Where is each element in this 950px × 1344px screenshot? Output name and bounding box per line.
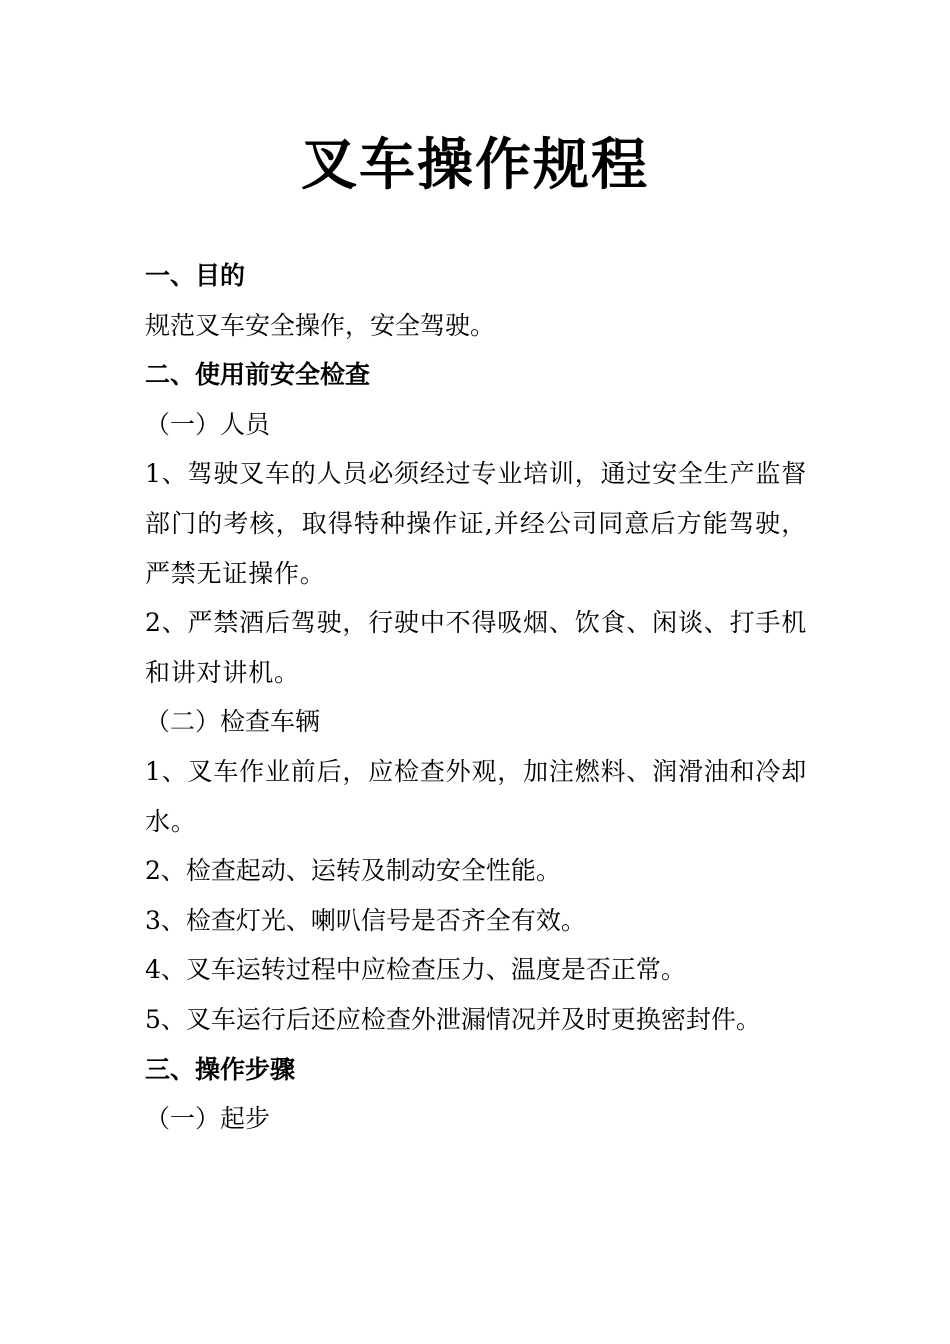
list-item-vehicle-5: 5、叉车运行后还应检查外泄漏情况并及时更换密封件。 — [145, 1004, 761, 1034]
document-title: 叉车操作规程 — [301, 133, 649, 198]
document-body — [145, 251, 807, 1144]
list-item-personnel-2: 2、严禁酒后驾驶，行驶中不得吸烟、饮食、闲谈、打手机和讲对讲机。 — [145, 608, 807, 687]
paragraph-purpose: 规范叉车安全操作，安全驾驶。 — [145, 310, 496, 340]
section-heading-purpose: 一、目的 — [145, 261, 246, 290]
subheading-personnel: （一）人员 — [145, 409, 271, 439]
section-heading-pre-use-check: 二、使用前安全检查 — [145, 360, 371, 390]
subheading-vehicle-check: （二）检查车辆 — [145, 707, 321, 737]
list-item-personnel-1: 1、驾驶叉车的人员必须经过专业培训，通过安全生产监督部门的考核，取得特种操作证,并经公司同意后方能驾驶，严禁无证操作。 — [145, 459, 807, 588]
section-heading-operation-steps: 三、操作步骤 — [145, 1054, 296, 1084]
list-item-vehicle-4: 4、叉车运转过程中应检查压力、温度是否正常。 — [145, 955, 686, 985]
list-item-vehicle-2: 2、检查起动、运转及制动安全性能。 — [145, 856, 561, 886]
list-item-vehicle-3: 3、检查灯光、喇叭信号是否齐全有效。 — [145, 905, 586, 935]
subheading-start: （一）起步 — [145, 1104, 271, 1134]
list-item-vehicle-1: 1、叉车作业前后，应检查外观，加注燃料、润滑油和冷却水。 — [145, 756, 807, 836]
